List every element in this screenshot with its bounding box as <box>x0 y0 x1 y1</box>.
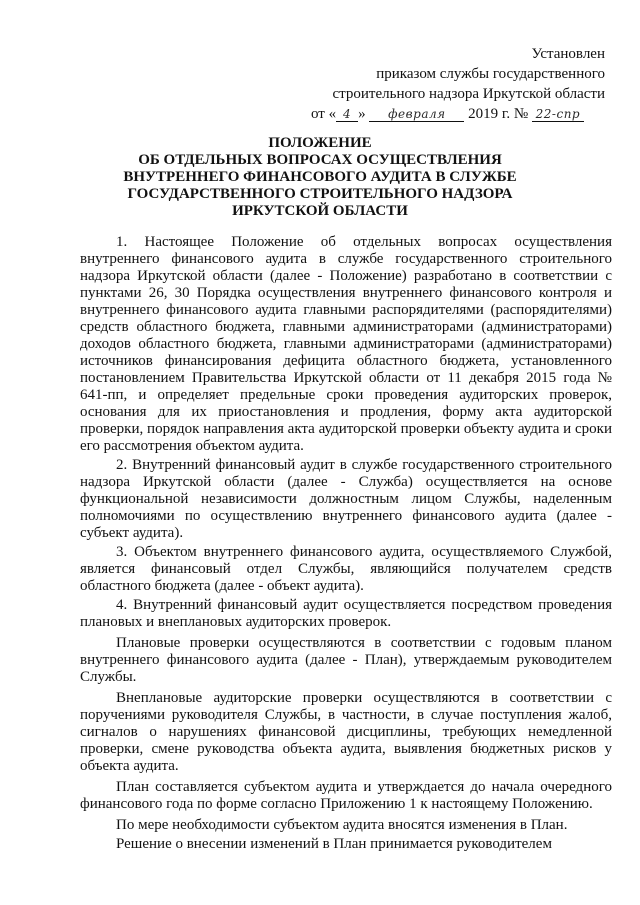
date-day-handwritten: 4 <box>343 107 352 121</box>
paragraph-2: 2. Внутренний финансовый аудит в службе государственного строительного надзора Иркутской области (далее - Служба) осуществляется на основе функциональной независимости должностным лицом Службы, наделенным полномочиями по осуществлению внутреннего финансового аудита (далее - субъект аудита). <box>80 457 612 541</box>
paragraph-unplanned-checks: Внеплановые аудиторские проверки осуществляются в соответствии с поручениями руководителя Службы, в частности, в случае поступления жалоб, сигналов о нарушениях финансовой дисциплины, требующих немедленной проверки, смене руководства объекта аудита, выявления бюджетных рисков у объекта аудита. <box>80 690 612 774</box>
approval-line-3: строительного надзора Иркутской области <box>332 86 605 102</box>
date-day-field <box>336 107 358 122</box>
order-number-handwritten: 22-спр <box>535 107 581 121</box>
paragraph-plan-changes: По мере необходимости субъектом аудита вносятся изменения в План. <box>116 817 568 833</box>
order-number-field <box>532 107 584 122</box>
document-body <box>80 234 612 857</box>
title-line-1: ПОЛОЖЕНИЕ <box>268 135 372 151</box>
paragraph-1: 1. Настоящее Положение об отдельных вопросах осуществления внутреннего финансового аудита в службе государственного строительного надзора Иркутской области (далее - Положение) разработано в соответствии с пунктами 26, 30 Порядка осуществления внутреннего финансового контроля и внутреннего финансового аудита главными распорядителями (распорядителями) средств областного бюджета, главными администраторами (администраторами) доходов областного бюджета, главными администраторами (администраторами) источников финансирования дефицита областного бюджета, установленного постановлением Правительства Иркутской области от 11 декабря 2015 года № 641-пп, и определяет предельные сроки проведения аудиторских проверок, основания для их приостановления и продления, форму акта аудиторской проверки, порядок направления акта аудиторской проверки объекту аудита и сроки его рассмотрения объектом аудита. <box>80 234 612 454</box>
approval-line-1: Установлен <box>531 46 605 62</box>
title-line-3: ВНУТРЕННЕГО ФИНАНСОВОГО АУДИТА В СЛУЖБЕ <box>123 169 517 185</box>
title-line-4: ГОСУДАРСТВЕННОГО СТРОИТЕЛЬНОГО НАДЗОРА <box>127 186 513 202</box>
date-month-handwritten: февраля <box>388 107 446 121</box>
title-line-5: ИРКУТСКОЙ ОБЛАСТИ <box>232 203 408 219</box>
date-year-number-label: 2019 г. № <box>468 106 529 122</box>
paragraph-3: 3. Объектом внутреннего финансового аудита, осуществляемого Службой, является финансовый отдел Службы, являющийся получателем средств областного бюджета (далее - объект аудита). <box>80 544 612 594</box>
paragraph-plan-preparation: План составляется субъектом аудита и утверждается до начала очередного финансового года по форме согласно Приложению 1 к настоящему Положению. <box>80 779 612 812</box>
approval-line-2: приказом службы государственного <box>376 66 605 82</box>
paragraph-decision: Решение о внесении изменений в План принимается руководителем <box>116 836 552 852</box>
paragraph-4: 4. Внутренний финансовый аудит осуществляется посредством проведения плановых и внеплановых аудиторских проверок. <box>80 597 612 630</box>
title-line-2: ОБ ОТДЕЛЬНЫХ ВОПРОСАХ ОСУЩЕСТВЛЕНИЯ <box>138 152 502 168</box>
date-day-close: » <box>358 106 366 122</box>
document-title <box>0 135 640 220</box>
date-prefix: от « <box>311 106 337 122</box>
paragraph-planned-checks: Плановые проверки осуществляются в соответствии с годовым планом внутреннего финансового аудита (далее - План), утверждаемым руководителем Службы. <box>80 635 612 685</box>
date-month-field <box>369 107 464 122</box>
approval-date-line <box>305 104 605 124</box>
approval-block <box>305 44 605 124</box>
